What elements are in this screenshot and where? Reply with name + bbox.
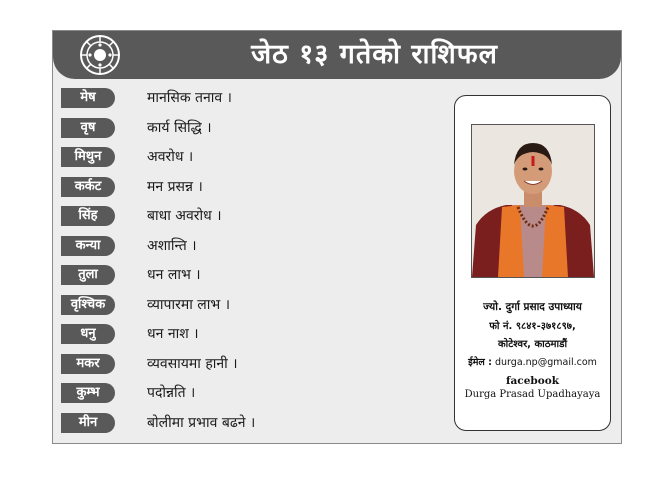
- sign-reading: अवरोध ।: [147, 149, 194, 165]
- sign-label: मीन: [61, 413, 115, 433]
- sign-label: कन्या: [61, 236, 115, 256]
- sign-reading: व्यापारमा लाभ ।: [147, 296, 231, 313]
- email-address: durga.np@gmail.com: [495, 357, 597, 368]
- sign-label: वृश्चिक: [61, 295, 115, 315]
- sign-reading: पदोन्नति ।: [147, 385, 196, 401]
- list-item-libra: [61, 264, 441, 286]
- sign-reading: मानसिक तनाव ।: [147, 90, 232, 106]
- facebook-label: facebook: [505, 375, 560, 387]
- sign-label: कुम्भ: [61, 383, 115, 403]
- list-item-aries: [61, 87, 441, 109]
- sign-reading: धन लाभ ।: [147, 267, 201, 283]
- header-bar: [53, 31, 621, 79]
- sign-label: मेष: [61, 88, 115, 108]
- astrologer-photo: [471, 124, 595, 278]
- astrologer-phone: फो नं. ९८४१-३७१८९७,: [489, 321, 576, 332]
- portrait-image: [472, 125, 594, 277]
- sign-label: मकर: [61, 354, 115, 374]
- page-title: जेठ १३ गतेको राशिफल: [251, 39, 498, 70]
- sign-reading: कार्य सिद्धि ।: [147, 119, 212, 136]
- astrologer-card: [454, 95, 611, 431]
- list-item-gemini: [61, 146, 441, 168]
- sign-reading: अशान्ति ।: [147, 237, 197, 254]
- sign-label: तुला: [61, 265, 115, 285]
- astrologer-address: कोटेश्वर, काठमाडौं: [497, 339, 568, 350]
- sign-label: सिंह: [61, 206, 115, 226]
- sign-label: वृष: [61, 118, 115, 138]
- list-item-leo: [61, 205, 441, 227]
- sign-label: धनु: [61, 324, 115, 344]
- list-item-aquarius: [61, 382, 441, 404]
- sign-reading: बोलीमा प्रभाव बढने ।: [147, 414, 256, 431]
- sign-reading: धन नाश ।: [147, 326, 199, 342]
- sign-label: मिथुन: [61, 147, 115, 167]
- list-item-sagittarius: [61, 323, 441, 345]
- list-item-cancer: [61, 176, 441, 198]
- zodiac-wheel-icon: [79, 34, 121, 76]
- horoscope-panel: [52, 30, 622, 444]
- list-item-scorpio: [61, 294, 441, 316]
- list-item-capricorn: [61, 353, 441, 375]
- astrologer-email-line: [455, 355, 610, 368]
- sign-reading: बाधा अवरोध ।: [147, 208, 222, 224]
- list-item-pisces: [61, 412, 441, 434]
- email-label: ईमेल :: [468, 357, 492, 368]
- list-item-taurus: [61, 117, 441, 139]
- astrologer-name: ज्यो. दुर्गा प्रसाद उपाध्याय: [483, 301, 582, 313]
- sign-label: कर्कट: [61, 177, 115, 197]
- facebook-name: Durga Prasad Upadhayaya: [464, 389, 601, 400]
- list-item-virgo: [61, 235, 441, 257]
- sign-reading: मन प्रसन्न ।: [147, 178, 203, 195]
- sign-reading: व्यवसायमा हानी ।: [147, 355, 238, 372]
